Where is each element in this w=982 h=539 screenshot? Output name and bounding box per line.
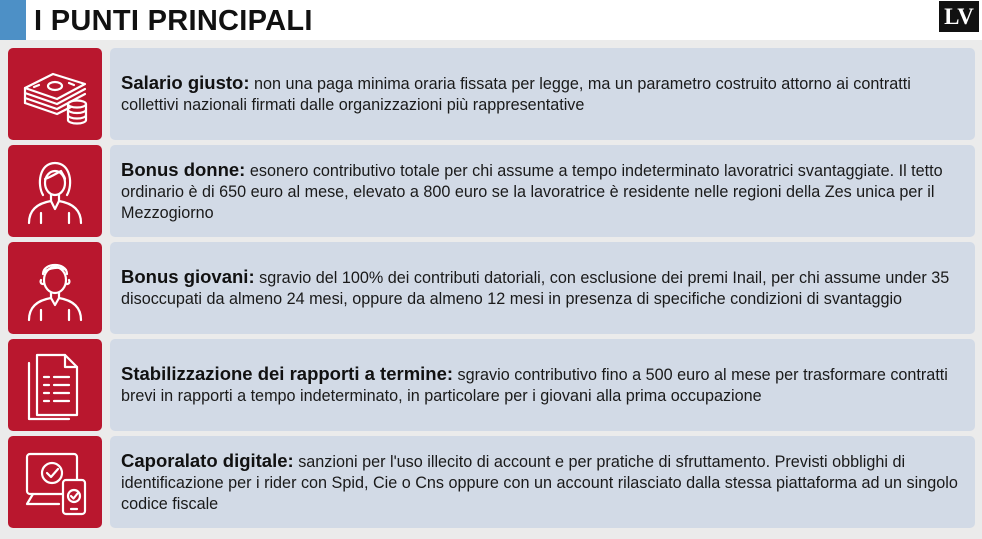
item-text-box: [110, 145, 975, 237]
icon-tile: [8, 242, 102, 334]
devices-check-icon: [19, 446, 91, 518]
icon-tile: [8, 436, 102, 528]
item-label: Bonus donne:: [121, 158, 246, 180]
icon-tile: [8, 145, 102, 237]
item-label: Stabilizzazione dei rapporti a termine:: [121, 363, 454, 384]
woman-icon: [19, 155, 91, 227]
list-item: [8, 48, 975, 140]
item-text-box: [110, 436, 975, 528]
item-text-box: [110, 242, 975, 334]
item-label: Salario giusto:: [121, 72, 250, 93]
item-description: non una paga minima oraria fissata per legge, ma un parametro costruito attorno ai contratti collettivi nazionali firmati dalle organizzazioni più rappresentative: [121, 75, 911, 114]
item-label: Bonus giovani:: [121, 266, 255, 287]
item-description: sanzioni per l'uso illecito di account e per pratiche di sfruttamento. Previsti obblighi di identificazione per i rider con Spid, Cie o Cns oppure con un account rilasciato dalla stessa piattaforma ad un singolo codice fiscale: [121, 452, 958, 513]
page-title: I PUNTI PRINCIPALI: [34, 5, 313, 37]
item-text-box: [110, 339, 975, 431]
item-text-box: [110, 48, 975, 140]
young-person-icon: [19, 252, 91, 324]
list-item: [8, 339, 975, 431]
item-description: esonero contributivo totale per chi assume a tempo indeterminato lavoratrici svantaggiate. Il tetto ordinario è di 650 euro al mese, elevato a 800 euro se la lavoratrice è residente nelle regioni della Zes unica per il Mezzogiorno: [121, 161, 943, 222]
item-description: sgravio contributivo fino a 500 euro al mese per trasformare contratti brevi in rapporti a tempo indeterminato, in particolare per i giovani alla prima occupazione: [121, 366, 948, 405]
item-description: sgravio del 100% dei contributi datoriali, con esclusione dei premi Inail, per chi assume under 35 disoccupati da almeno 24 mesi, oppure da almeno 12 mesi in presenza di specifiche condizioni di svantaggio: [121, 269, 950, 308]
list-item: [8, 436, 975, 528]
icon-tile: [8, 339, 102, 431]
header: [0, 0, 982, 40]
icon-tile: [8, 48, 102, 140]
list-item: [8, 145, 975, 237]
document-icon: [19, 349, 91, 421]
item-label: Caporalato digitale:: [121, 449, 294, 471]
logo: LV: [939, 1, 979, 32]
list-item: [8, 242, 975, 334]
header-accent-bar: [0, 0, 26, 40]
money-icon: [19, 58, 91, 130]
